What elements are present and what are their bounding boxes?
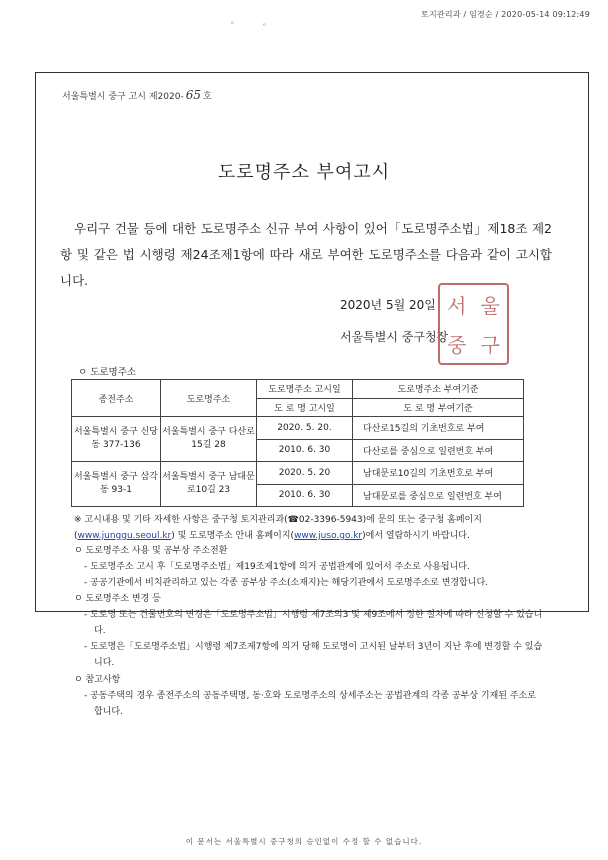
cell-lot-address: 서울특별시 중구 삼각동 93-1 <box>72 462 161 507</box>
cell-lot-address: 서울특별시 중구 신당동 377-136 <box>72 417 161 462</box>
homepage-link-juso[interactable]: www.juso.go.kr <box>294 531 363 541</box>
cell-notice-date: 2020. 5. 20. <box>257 417 353 440</box>
cell-basis: 다산로를 중심으로 일련번호 부여 <box>353 439 524 462</box>
cell-notice-date: 2010. 6. 30 <box>257 439 353 462</box>
footer-notice: 이 문서는 서울특별시 중구청의 승인없이 수정 할 수 없습니다. <box>185 837 423 846</box>
section-heading: ㅇ 참고사항 <box>74 675 121 685</box>
subheader-basis: 도 로 명 부여기준 <box>353 398 524 417</box>
cell-basis: 남대문로를 중심으로 일련번호 부여 <box>353 484 524 507</box>
section-heading: ㅇ 도로명주소 사용 및 공부상 주소전환 <box>74 546 228 556</box>
notice-number <box>62 88 212 102</box>
section-item: - 공공기관에서 비치관리하고 있는 각종 공부상 주소(소재지)는 해당기관에서 도로명주소로 변경합니다. <box>84 578 489 588</box>
header-notice-date: 도로명주소 고시일 <box>257 380 353 399</box>
table-row <box>72 417 524 440</box>
seal-char: 울 <box>480 294 500 318</box>
homepage-link-junggu[interactable]: www.junggu.seoul.kr <box>77 531 172 541</box>
section-reference <box>74 672 544 720</box>
notice-number-prefix: 서울특별시 중구 고시 제2020- <box>62 92 184 102</box>
section-item: - 공동주택의 경우 종전주소의 공동주택명, 동·호와 도로명주소의 상세주소는 공법관계의 각종 공부상 기재된 주소로 합니다. <box>84 691 536 717</box>
seal-char: 구 <box>480 333 500 357</box>
subheader-notice-date: 도 로 명 고시일 <box>257 398 353 417</box>
section-item: - 도로명주소 고시 후「도로명주소법」제19조제1항에 의거 공법관계에 있어서 주소로 사용됩니다. <box>84 562 470 572</box>
note-text: ※ 고시내용 및 기타 자세한 사항은 중구청 토지관리과(☎02-3396-5943)에 문의 또는 중구청 홈페이지 <box>74 515 482 525</box>
notice-number-handwritten: 65 <box>185 88 201 102</box>
section-change <box>74 591 544 671</box>
scan-mark: ᵒ <box>263 22 266 30</box>
section-heading: ㅇ 도로명주소 변경 등 <box>74 594 161 604</box>
cell-notice-date: 2020. 5. 20 <box>257 462 353 485</box>
section-label-road-address: ㅇ 도로명주소 <box>78 367 137 378</box>
cell-road-address: 서울특별시 중구 다산로15길 28 <box>161 417 257 462</box>
document-metadata: 토지관리과 / 임경순 / 2020-05-14 09:12:49 <box>421 10 590 19</box>
official-seal <box>438 283 509 365</box>
table-header-row <box>72 380 524 399</box>
table-row <box>72 462 524 485</box>
notice-date: 2020년 5월 20일 <box>340 298 436 312</box>
cell-basis: 다산로15길의 기초번호로 부여 <box>353 417 524 440</box>
header-basis: 도로명주소 부여기준 <box>353 380 524 399</box>
cell-basis: 남대문로10길의 기초번호로 부여 <box>353 462 524 485</box>
cell-notice-date: 2010. 6. 30 <box>257 484 353 507</box>
issuer-name: 서울특별시 중구청장 <box>340 330 449 344</box>
header-lot-address: 종전주소 <box>72 380 161 417</box>
seal-char: 중 <box>447 333 467 357</box>
inquiry-note: ※ 고시내용 및 기타 자세한 사항은 중구청 토지관리과(☎02-3396-5943)에 문의 또는 중구청 홈페이지 (www.junggu.seoul.kr) 및 도로명주소 안내 홈페이지(www.juso.go.kr)에서 열람하시기 바랍니다. <box>74 515 482 541</box>
seal-char: 서 <box>447 294 467 318</box>
document-title: 도로명주소 부여고시 <box>217 162 391 183</box>
notice-number-suffix: 호 <box>202 92 212 102</box>
note-text: 및 도로명주소 안내 홈페이지( <box>177 531 295 541</box>
section-item: - 도로명 또는 건물번호의 변경은「도로명주소법」시행령 제7조의3 및 제9조에서 정한 절차에 따라 신청할 수 있습니다. <box>84 610 543 636</box>
cell-road-address: 서울특별시 중구 남대문로10길 23 <box>161 462 257 507</box>
scan-mark: ᵒ <box>231 20 234 28</box>
section-item: - 도로명은「도로명주소법」시행령 제7조제7항에 의거 당해 도로명이 고시된 날부터 3년이 지난 후에 변경할 수 있습니다. <box>84 642 543 668</box>
address-table <box>71 379 524 507</box>
header-road-address: 도로명주소 <box>161 380 257 417</box>
note-text: )에서 열람하시기 바랍니다. <box>362 531 470 541</box>
notice-body: 우리구 건물 등에 대한 도로명주소 신규 부여 사항이 있어「도로명주소법」제18조 제2항 및 같은 법 시행령 제24조제1항에 따라 새로 부여한 도로명주소를 다음과 같이 고시합니다. <box>60 221 552 288</box>
section-usage <box>74 543 544 591</box>
